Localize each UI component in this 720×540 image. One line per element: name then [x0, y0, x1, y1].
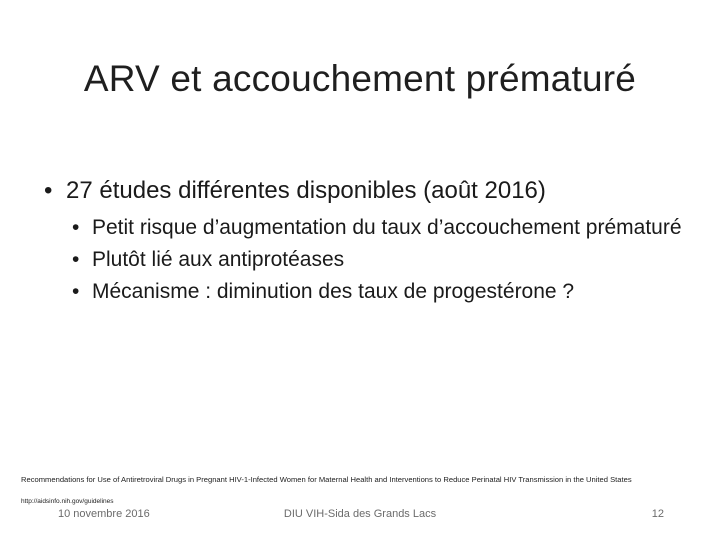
- footer-url[interactable]: http://aidsinfo.nih.gov/guidelines: [21, 498, 114, 505]
- sub-bullet-text: Petit risque d’augmentation du taux d’accouchement prématuré: [92, 216, 682, 239]
- sub-bullet-list: [72, 214, 704, 306]
- sub-bullet-text: Plutôt lié aux antiprotéases: [92, 248, 345, 271]
- bullet-main: [44, 176, 704, 206]
- footer-date: 10 novembre 2016: [58, 508, 150, 520]
- bullet-dot-icon: •: [72, 216, 80, 239]
- sub-bullet-item: [72, 214, 702, 242]
- sub-bullet-text: Mécanisme : diminution des taux de progestérone ?: [92, 280, 575, 303]
- bullet-dot-icon: •: [44, 177, 53, 204]
- footer-center-text: DIU VIH-Sida des Grands Lacs: [283, 508, 437, 520]
- bullet-dot-icon: •: [72, 248, 80, 271]
- bullet-dot-icon: •: [72, 280, 80, 303]
- bullet-list: [44, 176, 704, 310]
- footer-reference: Recommendations for Use of Antiretroviral Drugs in Pregnant HIV-1-Infected Women for Maternal Health and Interventions to Reduce Perinatal HIV Transmission in the United States: [21, 475, 632, 484]
- slide-title: ARV et accouchement prématuré: [83, 58, 637, 99]
- sub-bullet-item: [72, 246, 702, 274]
- sub-bullet-item: [72, 278, 702, 306]
- page-number: 12: [651, 508, 664, 520]
- bullet-main-text: 27 études différentes disponibles (août 2016): [66, 177, 546, 204]
